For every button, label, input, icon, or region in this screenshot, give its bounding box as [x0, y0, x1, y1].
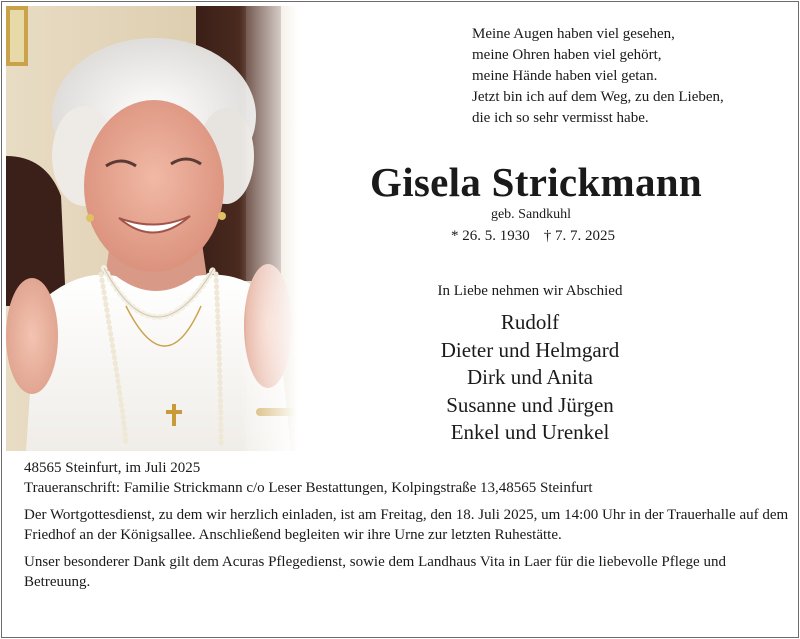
mourner: Enkel und Urenkel — [450, 420, 610, 444]
portrait-photo — [6, 6, 298, 451]
birth-name: geb. Sandkuhl — [490, 207, 572, 222]
place-date: 48565 Steinfurt, im Juli 2025 — [24, 460, 201, 476]
life-dates — [302, 228, 770, 245]
mourner: Dieter und Helmgard — [440, 337, 620, 362]
mourner: Dirk und Anita — [467, 365, 593, 389]
thanks-note: Unser besonderer Dank gilt dem Acuras Pflegedienst, sowie dem Landhaus Vita in Laer für die liebevolle Pflege und Betreuung. — [24, 554, 726, 590]
deceased-name: Gisela Strickmann — [370, 159, 702, 205]
poem — [472, 24, 792, 129]
service-info: Der Wortgottesdienst, zu dem wir herzlich einladen, ist am Freitag, den 18. Juli 2025, um 14:00 Uhr in der Trauerhalle auf dem Friedhof an der Königsallee. Anschließend begleiten wir ihre Urne zur letzten Ruhestätte. — [24, 507, 789, 543]
mourning-address: Traueranschrift: Familie Strickmann c/o Leser Bestattungen, Kolpingstraße 13,48565 Steinfurt — [24, 480, 593, 496]
poem-line: meine Ohren haben viel gehört, — [472, 47, 662, 63]
mourners-list — [302, 309, 770, 447]
poem-line: meine Hände haben viel getan. — [472, 68, 658, 84]
poem-line: Meine Augen haben viel gesehen, — [472, 26, 675, 42]
notice-details — [24, 458, 794, 592]
mourner: Susanne und Jürgen — [446, 392, 614, 417]
obituary-notice — [1, 1, 799, 638]
birth-date: * 26. 5. 1930 — [451, 228, 530, 244]
death-date: † 7. 7. 2025 — [543, 228, 615, 244]
poem-line: Jetzt bin ich auf dem Weg, zu den Lieben, — [472, 89, 724, 105]
farewell-intro: In Liebe nehmen wir Abschied — [437, 283, 623, 299]
mourner: Rudolf — [500, 310, 560, 334]
poem-line: die ich so sehr vermisst habe. — [472, 110, 649, 126]
